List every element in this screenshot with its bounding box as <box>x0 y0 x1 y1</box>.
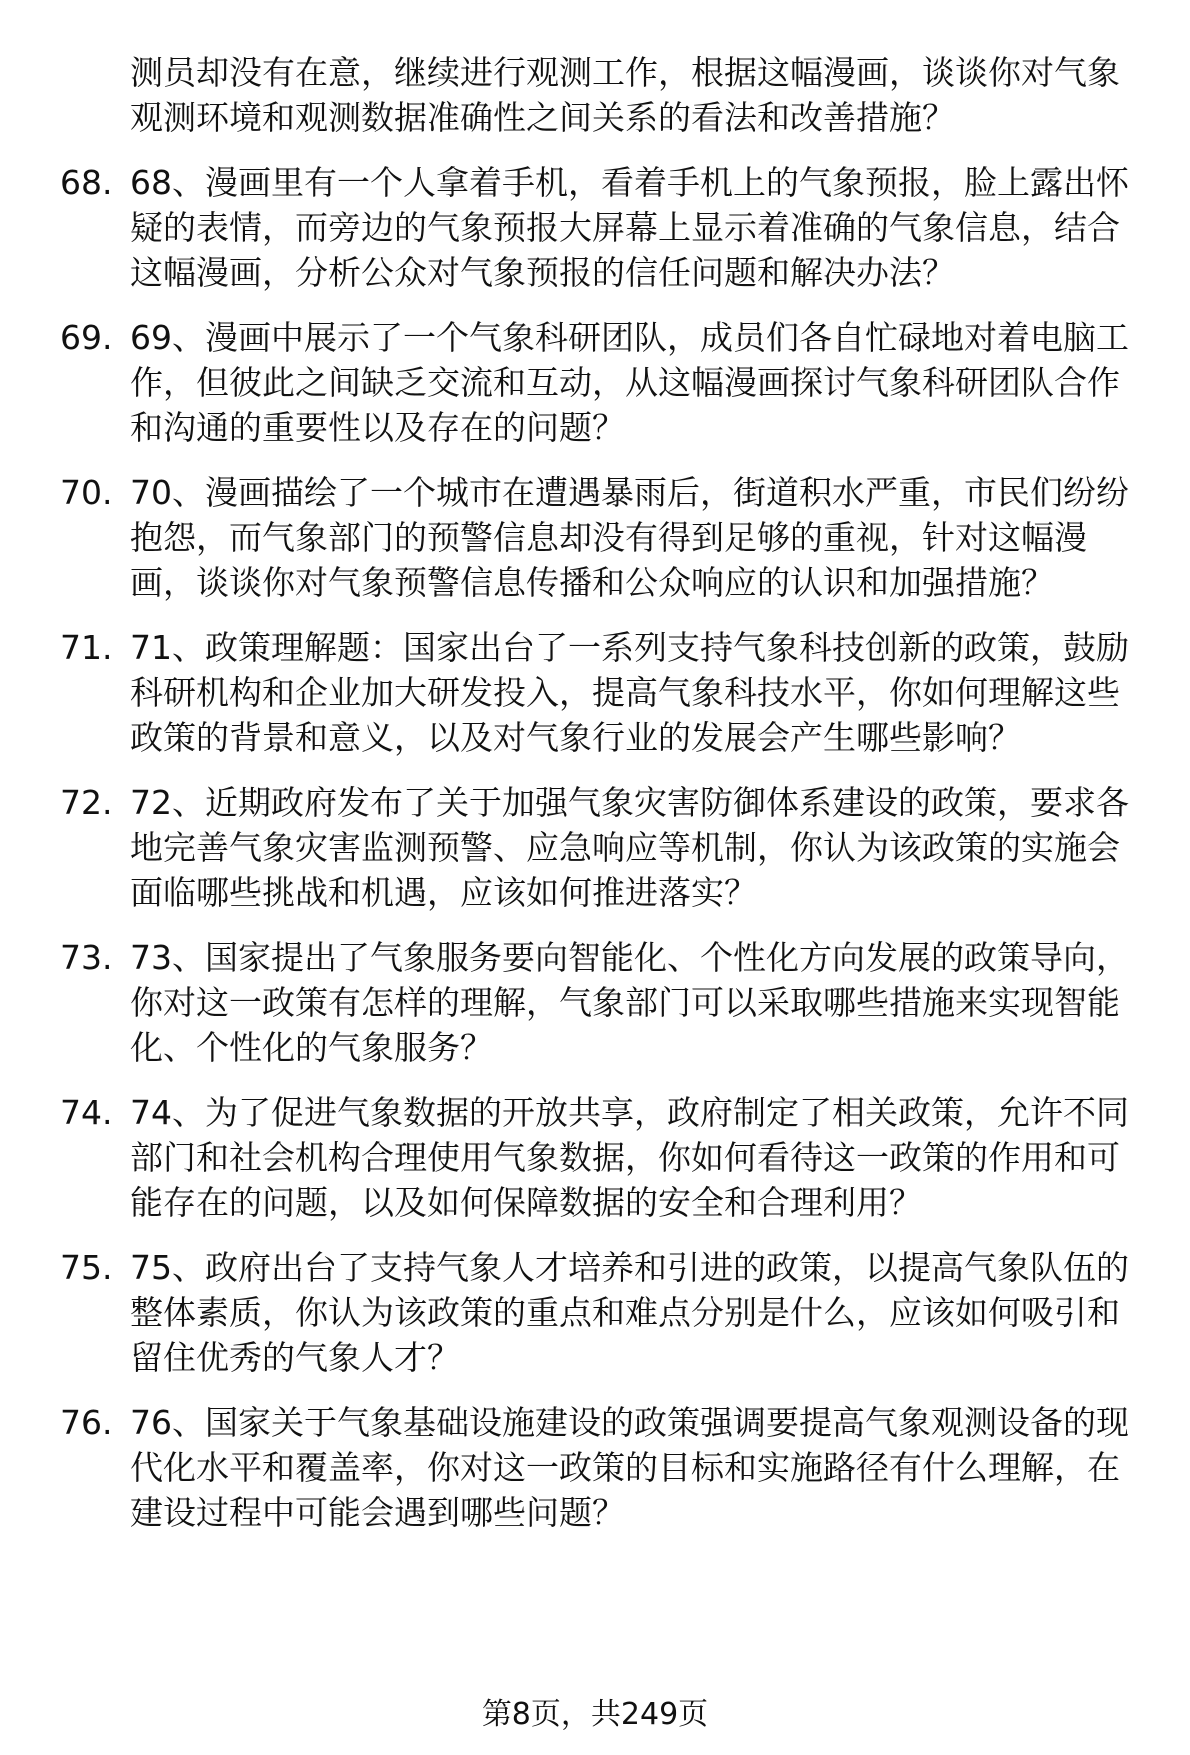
question-number: 70. <box>60 473 113 512</box>
continued-question-text: 测员却没有在意，继续进行观测工作，根据这幅漫画，谈谈你对气象观测环境和观测数据准确性之间关系的看法和改善措施？ <box>130 53 1120 137</box>
question-text: 71、政策理解题：国家出台了一系列支持气象科技创新的政策，鼓励科研机构和企业加大研发投入，提高气象科技水平，你如何理解这些政策的背景和意义，以及对气象行业的发展会产生哪些影响？ <box>130 628 1129 757</box>
list-item <box>0 1090 1190 1225</box>
question-number: 69. <box>60 318 113 357</box>
question-list <box>0 160 1190 1555</box>
list-item <box>0 780 1190 915</box>
list-item <box>0 935 1190 1070</box>
question-number: 68. <box>60 163 113 202</box>
question-number: 76. <box>60 1403 113 1442</box>
list-item <box>0 1245 1190 1380</box>
list-item <box>0 160 1190 295</box>
question-text: 72、近期政府发布了关于加强气象灾害防御体系建设的政策，要求各地完善气象灾害监测预警、应急响应等机制，你认为该政策的实施会面临哪些挑战和机遇，应该如何推进落实？ <box>130 783 1129 912</box>
question-text: 70、漫画描绘了一个城市在遭遇暴雨后，街道积水严重，市民们纷纷抱怨，而气象部门的预警信息却没有得到足够的重视，针对这幅漫画，谈谈你对气象预警信息传播和公众响应的认识和加强措施？ <box>130 473 1129 602</box>
list-item <box>0 315 1190 450</box>
list-item <box>0 1400 1190 1535</box>
question-number: 71. <box>60 628 113 667</box>
question-number: 75. <box>60 1248 113 1287</box>
list-item <box>0 470 1190 605</box>
question-number: 73. <box>60 938 113 977</box>
list-item <box>0 625 1190 760</box>
question-number: 74. <box>60 1093 113 1132</box>
question-text: 68、漫画里有一个人拿着手机，看着手机上的气象预报，脸上露出怀疑的表情，而旁边的气象预报大屏幕上显示着准确的气象信息，结合这幅漫画，分析公众对气象预报的信任问题和解决办法？ <box>130 163 1129 292</box>
question-text: 73、国家提出了气象服务要向智能化、个性化方向发展的政策导向，你对这一政策有怎样的理解，气象部门可以采取哪些措施来实现智能化、个性化的气象服务？ <box>130 938 1129 1067</box>
question-text: 74、为了促进气象数据的开放共享，政府制定了相关政策，允许不同部门和社会机构合理使用气象数据，你如何看待这一政策的作用和可能存在的问题，以及如何保障数据的安全和合理利用？ <box>130 1093 1129 1222</box>
question-number: 72. <box>60 783 113 822</box>
question-text: 69、漫画中展示了一个气象科研团队，成员们各自忙碌地对着电脑工作，但彼此之间缺乏交流和互动，从这幅漫画探讨气象科研团队合作和沟通的重要性以及存在的问题？ <box>130 318 1129 447</box>
question-text: 75、政府出台了支持气象人才培养和引进的政策，以提高气象队伍的整体素质，你认为该政策的重点和难点分别是什么，应该如何吸引和留住优秀的气象人才？ <box>130 1248 1129 1377</box>
page-number-footer: 第8页，共249页 <box>481 1697 709 1732</box>
question-text: 76、国家关于气象基础设施建设的政策强调要提高气象观测设备的现代化水平和覆盖率，你对这一政策的目标和实施路径有什么理解，在建设过程中可能会遇到哪些问题？ <box>130 1403 1129 1532</box>
